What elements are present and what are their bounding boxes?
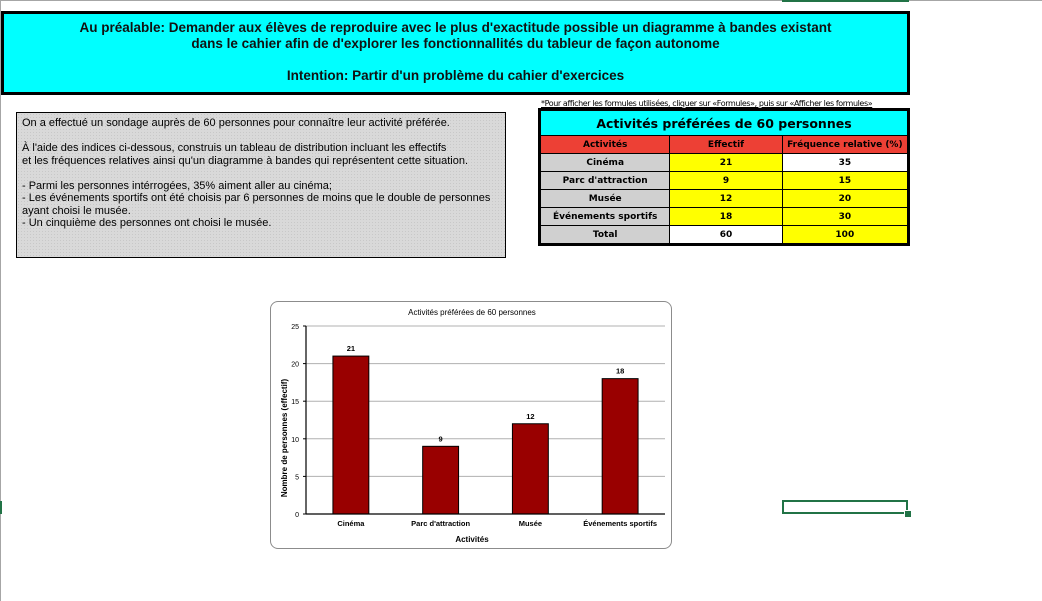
x-tick-label: Cinéma [337, 519, 365, 528]
cell-effectif[interactable]: 9 [670, 172, 782, 190]
cell-total-effectif[interactable]: 60 [670, 226, 782, 245]
hint-sports-line-1: - Les événements sportifs ont été choisis par 6 personnes de moins que le double de personnes [22, 192, 491, 204]
table-row [540, 154, 909, 172]
cell-frequence[interactable]: 35 [782, 154, 908, 172]
cell-effectif[interactable]: 12 [670, 190, 782, 208]
active-column-indicator [782, 0, 909, 2]
header-effectif[interactable]: Effectif [670, 136, 782, 154]
problem-task-line-1: À l'aide des indices ci-dessous, construis un tableau de distribution incluant les effectifs [22, 142, 447, 154]
bar-chart[interactable] [270, 301, 672, 549]
y-axis-label: Nombre de personnes (effectif) [280, 378, 289, 498]
banner-line-1: Au préalable: Demander aux élèves de reproduire avec le plus d'exactitude possible un diagramme à bandes existant [79, 20, 832, 35]
problem-task-line-2: et les fréquences relatives ainsi qu'un diagramme à bandes qui représentent cette situation. [22, 154, 469, 167]
cell-effectif[interactable]: 18 [670, 208, 782, 226]
table-row [540, 190, 909, 208]
data-label: 18 [615, 366, 625, 376]
selected-cell[interactable] [782, 500, 908, 514]
x-tick-label: Musée [518, 519, 543, 528]
problem-statement-box[interactable] [16, 112, 506, 258]
header-frequence[interactable]: Fréquence relative (%) [782, 136, 908, 154]
cell-total-frequence[interactable]: 100 [782, 226, 908, 245]
banner-intention: Intention: Partir d'un problème du cahier d'exercices [286, 68, 625, 83]
cell-frequence[interactable]: 30 [782, 208, 908, 226]
bar[interactable] [512, 424, 548, 514]
y-tick-label: 15 [291, 399, 299, 407]
fill-handle[interactable] [904, 510, 912, 518]
cell-activity[interactable]: Cinéma [540, 154, 670, 172]
x-axis-label: Activités [455, 535, 489, 544]
distribution-table [538, 108, 910, 246]
cell-activity[interactable]: Musée [540, 190, 670, 208]
cell-activity[interactable]: Événements sportifs [540, 208, 670, 226]
table-total-row [540, 226, 909, 245]
y-tick-label: 10 [291, 436, 299, 444]
table-row [540, 172, 909, 190]
bar[interactable] [602, 379, 638, 514]
instruction-banner [1, 11, 910, 95]
hint-museum: - Un cinquième des personnes ont choisi le musée. [22, 217, 272, 229]
data-label: 12 [526, 411, 535, 421]
cell-effectif[interactable]: 21 [670, 154, 782, 172]
x-tick-label: Événements sportifs [583, 519, 658, 528]
bar[interactable] [423, 446, 459, 514]
banner-line-2: dans le cahier afin de d'explorer les fonctionnallités du tableur de façon autonome [191, 36, 720, 51]
table-title[interactable]: Activités préférées de 60 personnes [540, 110, 909, 136]
formulas-note: *Pour afficher les formules utilisées, cliquer sur «Formules», puis sur «Afficher les formules» [541, 99, 873, 108]
hint-sports-line-2: ayant choisi le musée. [22, 204, 131, 217]
hint-cinema: - Parmi les personnes intérrogées, 35% aiment aller au cinéma; [22, 179, 332, 192]
table-row [540, 208, 909, 226]
y-tick-label: 20 [291, 361, 299, 369]
chart-title: Activités préférées de 60 personnes [408, 308, 536, 317]
cell-activity[interactable]: Parc d'attraction [540, 172, 670, 190]
problem-intro: On a effectué un sondage auprès de 60 personnes pour connaître leur activité préférée. [22, 117, 450, 129]
header-activites[interactable]: Activités [540, 136, 670, 154]
y-tick-label: 5 [295, 474, 299, 482]
data-label: 9 [438, 434, 443, 444]
cell-frequence[interactable]: 20 [782, 190, 908, 208]
bar-chart-svg [271, 302, 673, 550]
data-label: 21 [346, 344, 356, 354]
y-tick-label: 0 [295, 512, 299, 519]
x-tick-label: Parc d'attraction [411, 519, 471, 528]
cell-total-label[interactable]: Total [540, 226, 670, 245]
y-tick-label: 25 [291, 324, 299, 331]
bar[interactable] [333, 356, 369, 514]
active-row-indicator [0, 501, 2, 514]
cell-frequence[interactable]: 15 [782, 172, 908, 190]
